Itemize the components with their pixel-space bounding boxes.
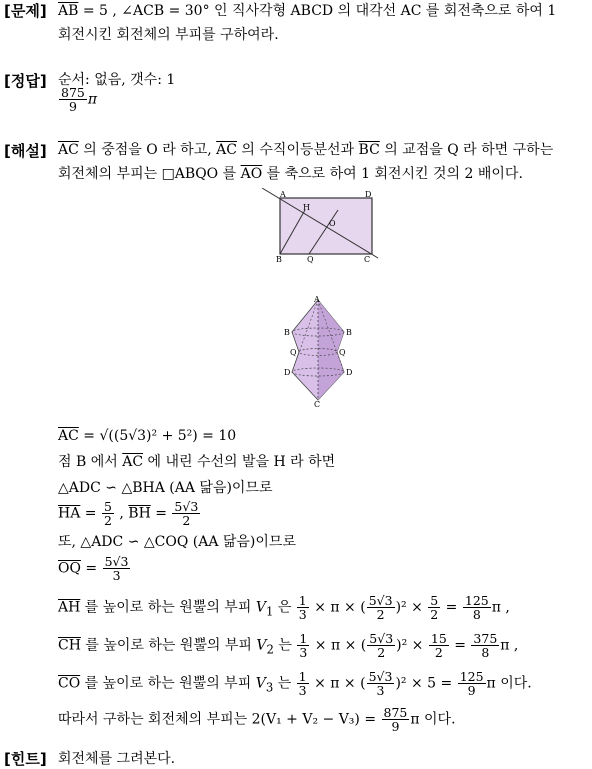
step-similar-1: △ADC ∽ △BHA (AA 닮음)이므로	[58, 480, 273, 496]
solid-label-d-right: D	[346, 368, 353, 377]
problem-line-1	[58, 2, 556, 20]
v2-text: 를 높이로 하는 원뿔의 부피	[85, 637, 252, 654]
v1-result: 125	[464, 593, 489, 608]
explanation-line-1-a: 의 중점을 O 라 하고,	[83, 142, 212, 158]
step-foot-h	[58, 453, 335, 471]
step-ac-formula: √((5√3)² + 5²) = 10	[99, 428, 237, 444]
v3-result: 125	[459, 669, 484, 684]
v3-den: 9	[467, 683, 476, 698]
solid-label-q-right: Q	[339, 348, 346, 357]
label-d: D	[365, 190, 372, 199]
step-foot-h-a: 점 B 에서	[58, 454, 118, 470]
rectangle-diagram	[260, 188, 390, 264]
v2-post: 는	[278, 637, 292, 654]
v2-var: V	[256, 637, 267, 654]
segment-bh: $\overline{BH}$	[128, 505, 151, 522]
step-final	[58, 706, 456, 733]
solid-label-q-left: Q	[290, 348, 297, 357]
v3-text: 를 높이로 하는 원뿔의 부피	[84, 675, 252, 692]
final-denominator: 9	[391, 719, 400, 734]
segment-ac: $\overline{AC}$	[58, 142, 79, 158]
label-a: A	[280, 190, 286, 199]
step-ac-length: $\overline{AC} = √((5√3)^2 + 5^2) = 10$	[58, 428, 237, 444]
explanation-line-2-b: 를 축으로 하여 1 회전시킨 것의 2 배이다.	[266, 166, 523, 182]
final-numerator: 875	[383, 705, 408, 720]
solid-label-a: A	[314, 296, 320, 304]
problem-label: [문제]	[4, 2, 47, 20]
step-v1: $\overline{AH}$ 를 높이로 하는 원뿔의 부피 $V_1$ 은 $\frac{1}{3}$ × π × ( $\frac{5√3}{2}$ )² × $\frac{5}{2}$ = $\frac{125}{8}$ π ,	[58, 593, 510, 622]
segment-ac: $\overline{AC}$	[216, 142, 237, 158]
step-v3: $\overline{CO}$ 를 높이로 하는 원뿔의 부피 $V_3$ 는 $\frac{1}{3}$ × π × ( $\frac{5√3}{3}$ )² × 5 = $\frac{125}{9}$ π 이다.	[58, 669, 532, 698]
segment-ac: $\overline{AC}$	[122, 454, 144, 470]
solid-of-revolution-diagram	[282, 296, 362, 408]
v2-den: 8	[481, 645, 490, 660]
label-b: B	[276, 255, 282, 264]
v2-result: 375	[473, 631, 498, 646]
v1-den: 8	[472, 607, 481, 622]
explanation-line-1-b: 의 수직이등분선과	[241, 142, 355, 158]
v3-var: V	[255, 675, 266, 692]
pi-symbol: π	[87, 91, 98, 108]
explanation-line-1	[58, 141, 553, 159]
step-foot-h-b: 에 내린 수선의 발을 H 라 하면	[147, 454, 336, 470]
segment-ac: $\overline{AC}$	[58, 428, 79, 444]
v3-post: 는	[277, 675, 292, 692]
step-ha-bh: $\overline{HA}$ = $\frac{5}{2}$ , $\overline{BH}$ = $\frac{5√3}{2}$	[58, 499, 199, 528]
segment-ch: $\overline{CH}$	[58, 637, 81, 654]
segment-bc: $\overline{BC}$	[358, 142, 380, 158]
v3-sub: 3	[265, 680, 274, 695]
hint-text: 회전체를 그려본다.	[58, 751, 176, 767]
v1-text: 를 높이로 하는 원뿔의 부피	[84, 599, 252, 616]
segment-oq: $\overline{OQ}$	[58, 560, 81, 577]
problem-line-1-text: = 5 , ∠ACB = 30° 인 직사각형 ABCD 의 대각선 AC 를 회전축으로 하여 1	[78, 3, 557, 19]
hint-label: [힌트]	[4, 750, 47, 768]
explanation-line-2	[58, 165, 523, 183]
explanation-line-2-a: 회전체의 부피는 □ABQO 를	[58, 166, 237, 182]
segment-ao: $\overline{AO}$	[240, 166, 263, 182]
answer-fraction	[58, 86, 97, 113]
v2-sub: 2	[266, 642, 274, 657]
label-o: O	[329, 219, 336, 228]
problem-line-2: 회전시킨 회전체의 부피를 구하여라.	[58, 27, 279, 43]
label-q: Q	[307, 255, 314, 264]
explanation-line-1-c: 의 교점을 Q 라 하면 구하는	[384, 142, 554, 158]
label-c: C	[364, 255, 371, 264]
answer-label: [정답]	[4, 72, 47, 90]
v1-sub: 1	[265, 604, 274, 619]
answer-text: 순서: 없음, 갯수: 1	[58, 72, 176, 88]
segment-co: $\overline{CO}$	[58, 675, 81, 692]
solid-label-b-left: B	[284, 328, 290, 337]
answer-numerator: 875	[61, 85, 85, 100]
final-text-a: 따라서 구하는 회전체의 부피는 2(V₁ + V₂ − V₃) =	[58, 711, 377, 728]
v3-tail: 이다.	[500, 675, 532, 692]
solid-label-d-left: D	[284, 368, 291, 377]
step-similar-2: 또, △ADC ∽ △COQ (AA 닮음)이므로	[58, 534, 296, 550]
explanation-label: [해설]	[4, 142, 47, 160]
step-v2: $\overline{CH}$ 를 높이로 하는 원뿔의 부피 $V_2$ 는 $\frac{1}{3}$ × π × ( $\frac{5√3}{2}$ )² × $\frac{15}{2}$ = $\frac{375}{8}$ π ,	[58, 631, 519, 660]
segment-ah: $\overline{AH}$	[58, 599, 81, 616]
segment-ab: $\overline{AB}$	[58, 3, 79, 19]
v1-post: 은	[277, 599, 292, 616]
solid-label-b-right: B	[346, 328, 352, 337]
step-oq: $\overline{OQ}$ = $\frac{5√3}{3}$	[58, 554, 129, 583]
label-h: H	[303, 203, 310, 212]
answer-denominator: 9	[68, 99, 77, 114]
final-text-b: π 이다.	[410, 711, 456, 728]
v1-var: V	[255, 599, 266, 616]
solid-label-c: C	[314, 400, 321, 408]
segment-ha: $\overline{HA}$	[58, 505, 81, 522]
